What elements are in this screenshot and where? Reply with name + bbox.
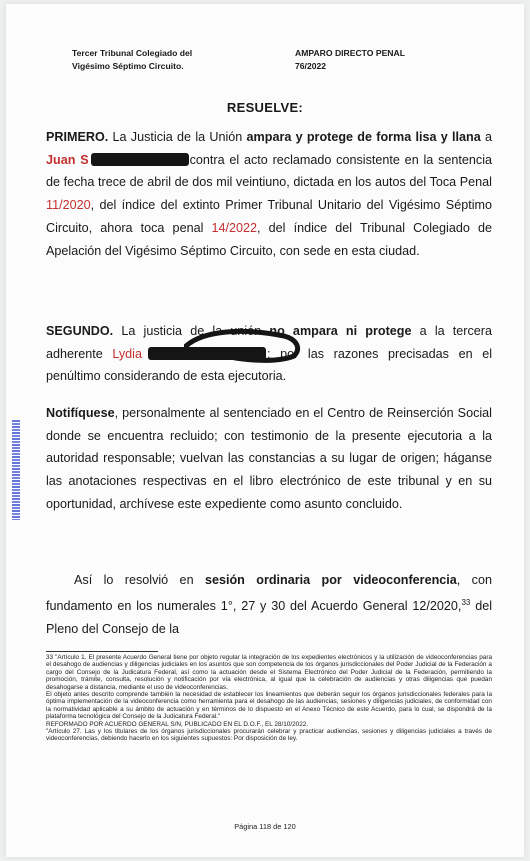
case-number: 76/2022 xyxy=(295,61,327,71)
segundo-text-1: La justicia de la unión xyxy=(113,324,270,338)
asi-text-1: Así lo resolvió en xyxy=(74,573,205,587)
primero-toca-1: 11/2020 xyxy=(46,198,91,213)
primero-text-1: La Justicia de la Unión xyxy=(108,130,247,144)
asi-bold-1: sesión ordinaria por videoconferencia xyxy=(204,573,457,587)
primero-name: Juan S xyxy=(46,152,89,167)
court-header xyxy=(72,47,192,73)
resolution-title: RESUELVE: xyxy=(226,100,304,115)
primero-bold-1: ampara y protege de forma lisa y llana xyxy=(246,130,481,144)
primero-label: PRIMERO. xyxy=(46,130,109,144)
court-name-line2: Vigésimo Séptimo Circuito. xyxy=(72,61,184,71)
document-page xyxy=(6,4,524,857)
asi-text-2: , con fundamento en los numerales 1°, 27 y 30 del Acuerdo General 12/2020, xyxy=(46,573,492,613)
primero-toca-2: 14/2022 xyxy=(211,220,258,235)
segundo-name: Lydia xyxy=(112,346,142,361)
asi-text-3: del Pleno del Consejo de la xyxy=(46,598,492,636)
paragraph-asi xyxy=(46,569,492,640)
footnote-p3: REFORMADO POR ACUERDO GENERAL S/N, PUBLICADO EN EL D.O.F., EL 28/10/2022. xyxy=(46,720,309,728)
case-type: AMPARO DIRECTO PENAL xyxy=(295,48,405,58)
segundo-text-3: ; por las razones precisadas en el penúltimo considerando de esta ejecutoria. xyxy=(46,346,492,384)
footnote xyxy=(46,654,492,743)
primero-text-5: , del índice del Tribunal Colegiado de Apelación del Vigésimo Séptimo Circuito, con sede en esta ciudad. xyxy=(46,220,492,258)
court-name-line1: Tercer Tribunal Colegiado del xyxy=(72,48,193,58)
redaction-scribble xyxy=(184,326,304,366)
notifiquese-label: Notifíquese xyxy=(46,406,115,420)
segundo-label: SEGUNDO. xyxy=(46,324,114,338)
paragraph-notifiquese xyxy=(46,402,492,516)
case-header xyxy=(295,47,405,73)
footnote-p1: 33 "Artículo 1. El presente Acuerdo General tiene por objeto regular la integración de los expedientes electrónicos y la utilización de videoconferencias para el desahogo de audiencias y diligencias judiciales en los asuntos que son competencia de los órganos jurisdiccionales del Poder Judicial de la Federación a cargo del Consejo de la Judicatura Federal, así como la actuación desde el Sistema Electrónico del Poder Judicial de la Federación, permitiendo la promoción, trámite, consulta, resolución y notificación por vía electrónica, al igual que la celebración de audiencias y otras diligencias que puedan desahogarse a distancia, mediante el uso de videoconferencias. xyxy=(46,654,492,691)
footnote-ref: 33 xyxy=(461,597,471,607)
primero-text-4: , del índice del extinto Primer Tribunal Unitario del Vigésimo Séptimo Circuito, ahora toca penal xyxy=(46,198,492,235)
footnote-p2: El objeto antes descrito comprende también la necesidad de establecer los lineamientos que deberán seguir los órganos jurisdiccionales federales para la óptima implementación de la videoconferencia como herramienta para el desahogo de las audiencias, sesiones y diligencias judiciales, de conformidad con la normatividad aplicable a su ámbito de actuación y en términos de lo dispuesto en el Anexo Técnico de este Acuerdo, para lo cual, se dispondrá de la plataforma tecnológica del Consejo de la Judicatura Federal." xyxy=(46,691,492,721)
footnote-rule xyxy=(46,651,158,652)
margin-stamp xyxy=(12,420,20,520)
page-number: Página 118 de 120 xyxy=(234,822,296,831)
paragraph-primero xyxy=(46,126,492,262)
segundo-bold-1: no ampara ni protege xyxy=(269,324,412,338)
footnote-p4: "Artículo 27. Las y los titulares de los órganos jurisdiccionales procurarán celebrar y practicar audiencias, sesiones y diligencias judiciales a través de videoconferencias, debiendo hacerlo en los siguientes supuestos: Por disposición de ley. xyxy=(46,728,492,743)
segundo-text-2: a la tercera adherente xyxy=(46,324,492,361)
redaction-bar xyxy=(91,153,189,166)
primero-text-2: a xyxy=(480,130,492,144)
notifiquese-text-1: , personalmente al sentenciado en el Centro de Reinserción Social donde se encuentra recluido; con testimonio de la presente ejecutoria a la autoridad responsable; vuelvan las constancias a su lugar de origen; háganse las anotaciones respectivas en el libro electrónico de este tribunal y en su oportunidad, archívese este expediente como asunto concluido. xyxy=(46,406,492,511)
primero-text-3: contra el acto reclamado consistente en la sentencia de fecha trece de abril de dos mil veintiuno, dictada en los autos del Toca Penal xyxy=(46,152,492,190)
